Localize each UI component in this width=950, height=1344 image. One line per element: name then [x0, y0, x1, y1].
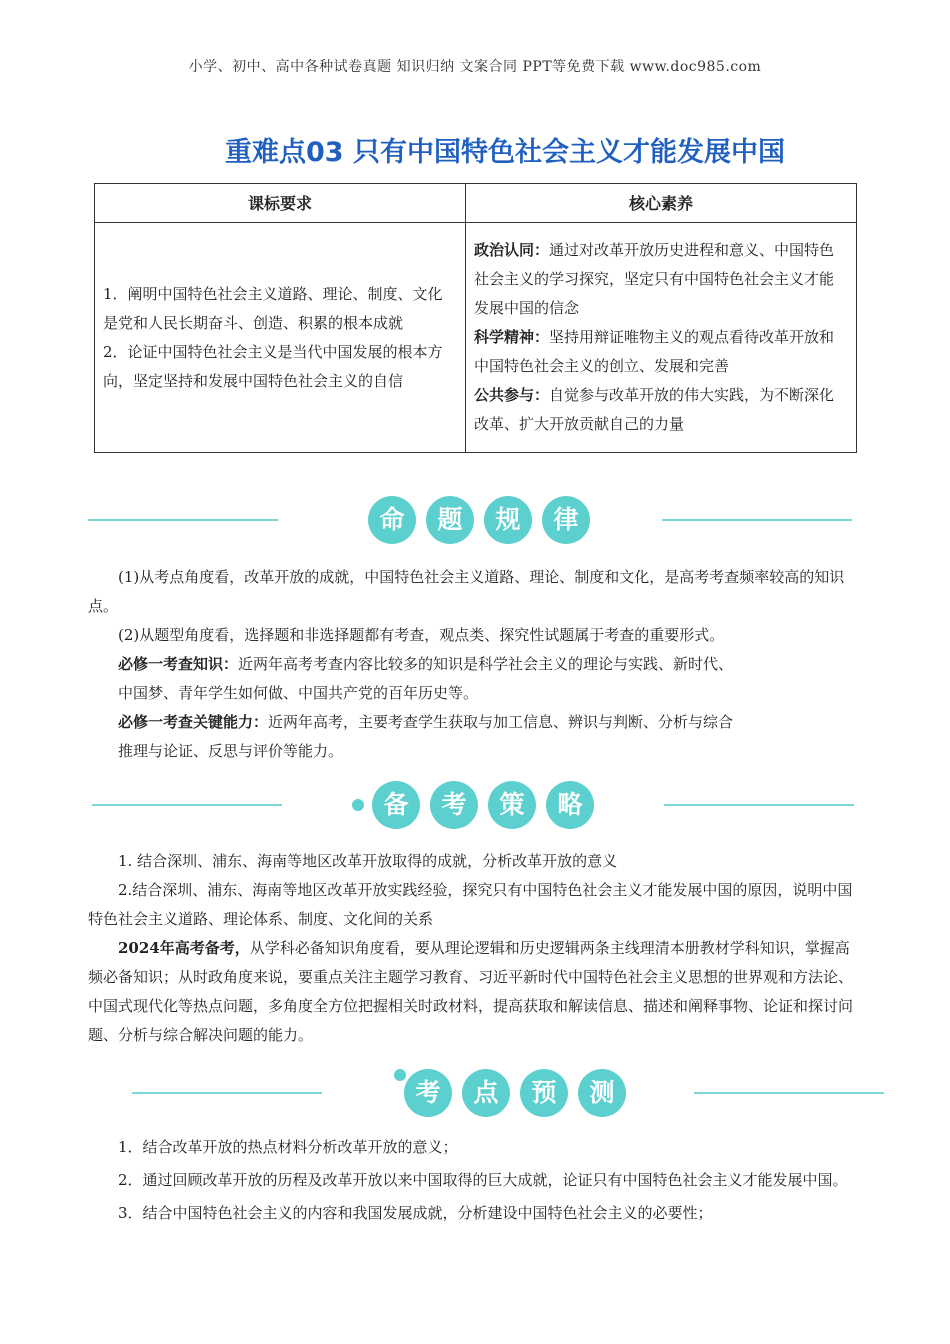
literacy-item — [474, 236, 848, 323]
banner-right-line — [694, 1092, 884, 1094]
section-strategy-content — [88, 847, 862, 1050]
bold-item — [88, 708, 862, 737]
banner-char: 考 — [404, 1069, 452, 1117]
bold-item-continuation: 中国梦、青年学生如何做、中国共产党的百年历史等。 — [118, 684, 479, 702]
table-body-row — [95, 223, 857, 453]
section-banner-strategy — [0, 775, 950, 835]
section-pattern-content — [88, 563, 862, 766]
curriculum-item: 2．论证中国特色社会主义是当代中国发展的根本方向，坚定坚持和发展中国特色社会主义的自信 — [103, 342, 443, 390]
banner-char: 命 — [368, 496, 416, 544]
banner-left-line — [88, 519, 278, 521]
literacy-item — [474, 323, 848, 381]
banner-dot — [352, 799, 364, 811]
paragraph: 2．通过回顾改革开放的历程及改革开放以来中国取得的巨大成就，论证只有中国特色社会主义才能发展中国。 — [118, 1171, 848, 1189]
banner-char: 点 — [462, 1069, 510, 1117]
curriculum-cell — [95, 223, 466, 453]
banner-left-line — [92, 804, 282, 806]
banner-right-line — [664, 804, 854, 806]
section-banner-forecast — [0, 1063, 950, 1123]
bold-item — [88, 650, 862, 679]
banner-char: 测 — [578, 1069, 626, 1117]
table-header-curriculum: 课标要求 — [95, 184, 466, 223]
banner-char: 预 — [520, 1069, 568, 1117]
paragraph: (1)从考点角度看，改革开放的成就，中国特色社会主义道路、理论、制度和文化，是高考考查频率较高的知识点。 — [88, 568, 845, 615]
literacy-label: 科学精神： — [474, 328, 550, 346]
paragraph: 2.结合深圳、浦东、海南等地区改革开放实践经验，探究只有中国特色社会主义才能发展中国的原因，说明中国特色社会主义道路、理论体系、制度、文化间的关系 — [88, 881, 853, 928]
paragraph: 3．结合中国特色社会主义的内容和我国发展成就，分析建设中国特色社会主义的必要性； — [118, 1204, 713, 1222]
section-forecast-content — [88, 1133, 862, 1228]
document-title: 重难点03 只有中国特色社会主义才能发展中国 — [225, 137, 785, 168]
banner-char: 备 — [372, 781, 420, 829]
curriculum-item: 1．阐明中国特色社会主义道路、理论、制度、文化是党和人民长期奋斗、创造、积累的根本成就 — [103, 284, 443, 332]
banner-char: 考 — [430, 781, 478, 829]
paragraph: 1. 结合深圳、浦东、海南等地区改革开放取得的成就，分析改革开放的意义 — [118, 852, 618, 870]
bold-item-continuation: 推理与论证、反思与评价等能力。 — [118, 742, 344, 760]
banner-right-line — [662, 519, 852, 521]
bold-label: 必修一考查关键能力： — [118, 713, 269, 731]
table-header-literacy: 核心素养 — [466, 184, 857, 223]
bold-label: 必修一考查知识： — [118, 655, 239, 673]
banner-char: 略 — [546, 781, 594, 829]
bold-item-text: 近两年高考，主要考查学生获取与加工信息、辨识与判断、分析与综合 — [268, 713, 734, 731]
bold-item-text: 近两年高考考查内容比较多的知识是科学社会主义的理论与实践、新时代、 — [238, 655, 734, 673]
banner-char: 规 — [484, 496, 532, 544]
bold-label: 2024年高考备考， — [118, 939, 250, 957]
literacy-label: 政治认同： — [474, 241, 550, 259]
literacy-label: 公共参与： — [474, 386, 550, 404]
literacy-text: 坚持用辩证唯物主义的观点看待改革开放和中国特色社会主义的创立、发展和完善 — [474, 328, 835, 375]
bold-paragraph-text: 从学科必备知识角度看，要从理论逻辑和历史逻辑两条主线理清本册教材学科知识，掌握高频必备知识；从时政角度来说，要重点关注主题学习教育、习近平新时代中国特色社会主义思想的世界观和方法论、中国式现代化等热点问题，多角度全方位把握相关时政材料，提高获取和解读信息、描述和阐释事物、论证和探讨问题、分析与综合解决问题的能力。 — [88, 939, 854, 1044]
bold-paragraph — [88, 934, 862, 1050]
requirements-table — [94, 183, 857, 453]
literacy-cell — [466, 223, 857, 453]
banner-dot — [394, 1069, 406, 1081]
page-header: 小学、初中、高中各种试卷真题 知识归纳 文案合同 PPT等免费下载 www.doc985.com — [188, 59, 762, 75]
banner-left-line — [132, 1092, 322, 1094]
literacy-text: 自觉参与改革开放的伟大实践，为不断深化改革、扩大开放贡献自己的力量 — [474, 386, 835, 433]
literacy-text: 通过对改革开放历史进程和意义、中国特色社会主义的学习探究，坚定只有中国特色社会主义才能发展中国的信念 — [474, 241, 835, 317]
table-header-row — [95, 184, 857, 223]
banner-char: 题 — [426, 496, 474, 544]
literacy-item — [474, 381, 848, 439]
banner-char: 律 — [542, 496, 590, 544]
section-banner-pattern — [0, 490, 950, 550]
paragraph: (2)从题型角度看，选择题和非选择题都有考查，观点类、探究性试题属于考查的重要形式。 — [118, 626, 725, 644]
banner-char: 策 — [488, 781, 536, 829]
paragraph: 1．结合改革开放的热点材料分析改革开放的意义； — [118, 1138, 458, 1156]
